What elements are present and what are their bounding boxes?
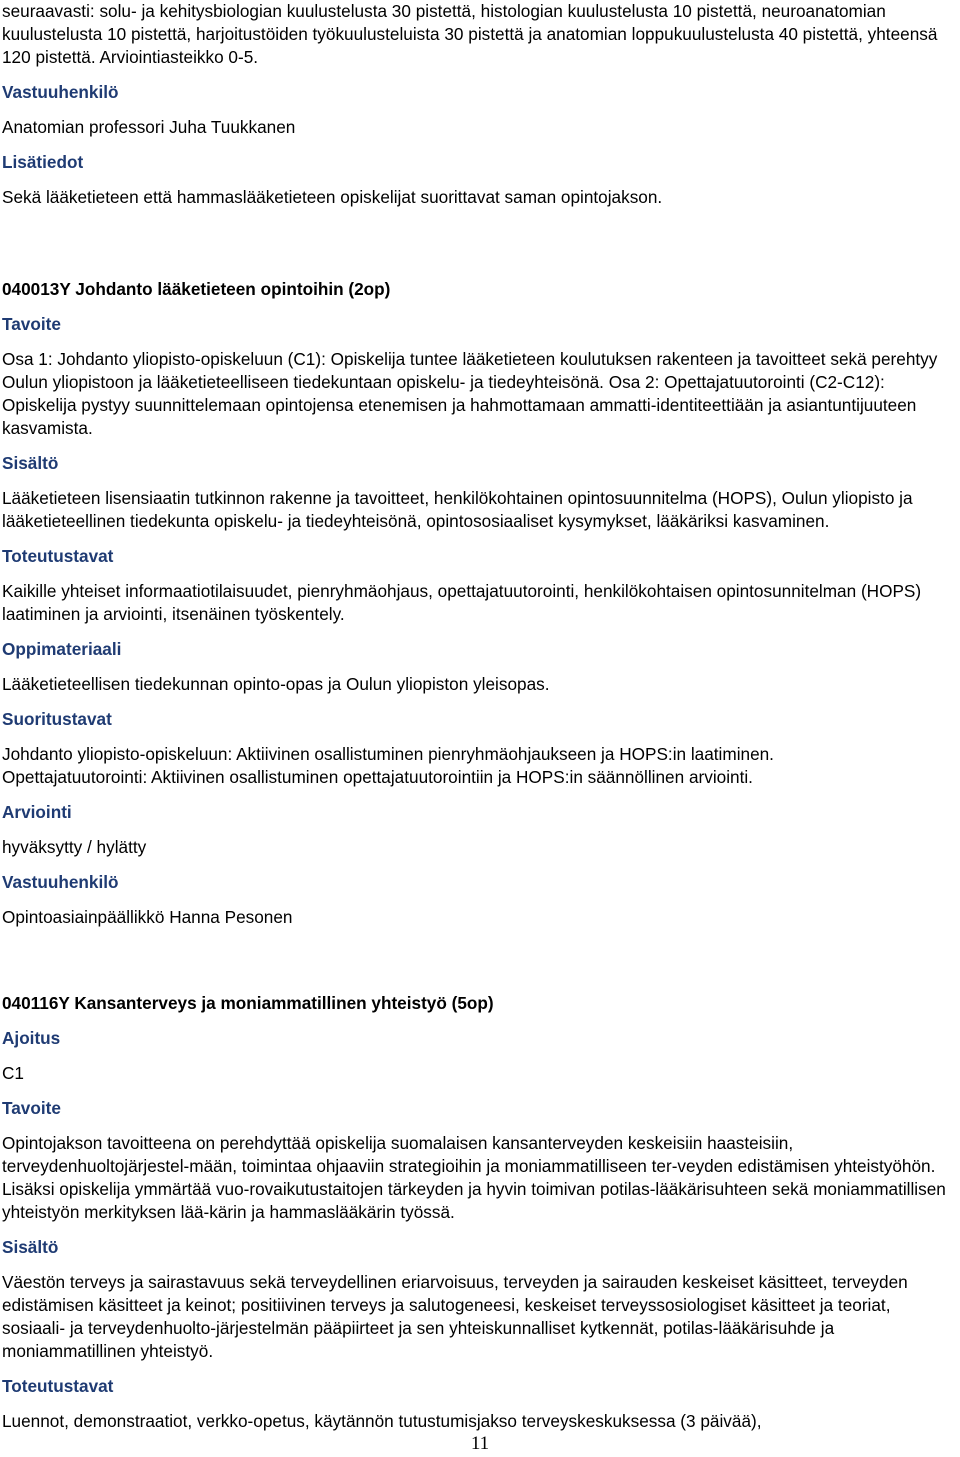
course1-suoritustavat-line-1: Johdanto yliopisto-opiskeluun: Aktiivinen osallistuminen pienryhmäohjaukseen ja HOPS:in laatiminen. bbox=[2, 744, 774, 764]
intro-vastuuhenkilo-label: Vastuuhenkilö bbox=[2, 82, 119, 102]
intro-vastuuhenkilo-value: Anatomian professori Juha Tuukkanen bbox=[2, 117, 296, 137]
course1-suoritustavat-line-2: Opettajatuutorointi: Aktiivinen osallistuminen opettajatuutorointiin ja HOPS:in säännöllinen arviointi. bbox=[2, 767, 753, 787]
course2-sisalto-value: Väestön terveys ja sairastavuus sekä terveydellinen eriarvoisuus, terveyden ja sairauden keskeiset käsitteet, terveyden edistämisen käsitteet ja keinot; positiivinen terveys ja salutogeneesi, keskeiset terveyssosiologiset käsitteet ja teoriat, sosiaali- ja terveydenhuolto-järjestelmän pääpiirteet ja sen yhteiskunnalliset kytkennät, potilas-lääkärisuhde ja moniammatillinen yhteistyö. bbox=[2, 1272, 908, 1361]
course1-sisalto-label: Sisältö bbox=[2, 453, 59, 473]
course2-tavoite-label: Tavoite bbox=[2, 1098, 61, 1118]
course2-tavoite-value: Opintojakson tavoitteena on perehdyttää opiskelija suomalaisen kansanterveyden keskeisiin haasteisiin, terveydenhuoltojärjestel-mään, toimintaa ohjaaviin strategioihin ja moniammatilliseen ter-veyden edistämisen yhteistyöhön. Lisäksi opiskelija ymmärtää vuo-rovaikutustaitojen tärkeyden ja hyvin toimivan potilas-lääkärisuhteen sekä moniammatillisen yhteistyön merkityksen lää-kärin ja hammaslääkärin työssä. bbox=[2, 1133, 946, 1222]
course2-title: 040116Y Kansanterveys ja moniammatillinen yhteistyö (5op) bbox=[2, 993, 494, 1013]
intro-lisatiedot-value: Sekä lääketieteen että hammaslääketieteen opiskelijat suorittavat saman opintojakson. bbox=[2, 187, 663, 207]
course1-arviointi-label: Arviointi bbox=[2, 802, 72, 822]
course1-tavoite-label: Tavoite bbox=[2, 314, 61, 334]
course1-sisalto-value: Lääketieteen lisensiaatin tutkinnon rakenne ja tavoitteet, henkilökohtainen opintosuunnitelma (HOPS), Oulun yliopisto ja lääketieteellinen tiedekunta opiskelu- ja tiedeyhteisönä, opintososiaaliset kysymykset, lääkäriksi kasvaminen. bbox=[2, 488, 913, 531]
course2-ajoitus-value: C1 bbox=[2, 1063, 24, 1083]
course1-toteutustavat-label: Toteutustavat bbox=[2, 546, 114, 566]
course1-tavoite-value: Osa 1: Johdanto yliopisto-opiskeluun (C1): Opiskelija tuntee lääketieteen koulutuksen rakenteen ja tavoitteet sekä perehtyy Oulun yliopistoon ja lääketieteelliseen tiedekuntaan opiskelu- ja tiedeyhteisönä. Osa 2: Opettajatuutorointi (C2-C12): Opiskelija pystyy suunnittelemaan opintojensa etenemisen ja hahmottamaan ammatti-identiteettiään ja asiantuntijuuteen kasvamista. bbox=[2, 349, 938, 438]
course1-vastuuhenkilo-value: Opintoasiainpäällikkö Hanna Pesonen bbox=[2, 907, 293, 927]
course2-toteutustavat-label: Toteutustavat bbox=[2, 1376, 114, 1396]
course1-suoritustavat-label: Suoritustavat bbox=[2, 709, 112, 729]
page-number: 11 bbox=[470, 1433, 490, 1454]
course1-toteutustavat-value: Kaikille yhteiset informaatiotilaisuudet, pienryhmäohjaus, opettajatuutorointi, henkilökohtaisen opintosunnitelman (HOPS) laatiminen ja arviointi, itsenäinen työskentely. bbox=[2, 581, 922, 624]
course2-toteutustavat-value: Luennot, demonstraatiot, verkko-opetus, käytännön tutustumisjakso terveyskeskuksessa (3 päivää), bbox=[2, 1411, 762, 1431]
course1-title: 040013Y Johdanto lääketieteen opintoihin (2op) bbox=[2, 279, 391, 299]
course2-ajoitus-label: Ajoitus bbox=[2, 1028, 61, 1048]
intro-lisatiedot-label: Lisätiedot bbox=[2, 152, 84, 172]
course1-arviointi-value: hyväksytty / hylätty bbox=[2, 837, 147, 857]
course1-oppimateriaali-label: Oppimateriaali bbox=[2, 639, 122, 659]
course1-oppimateriaali-value: Lääketieteellisen tiedekunnan opinto-opas ja Oulun yliopiston yleisopas. bbox=[2, 674, 550, 694]
course2-sisalto-label: Sisältö bbox=[2, 1237, 59, 1257]
intro-paragraph: seuraavasti: solu- ja kehitysbiologian kuulustelusta 30 pistettä, histologian kuulustelusta 10 pistettä, neuroanatomian kuulustelusta 10 pistettä, harjoitustöiden työkuulusteluista 30 pistettä ja anatomian loppukuulustelusta 40 pistettä, yhteensä 120 pistettä. Arviointiasteikko 0-5. bbox=[2, 1, 938, 67]
course1-vastuuhenkilo-label: Vastuuhenkilö bbox=[2, 872, 119, 892]
